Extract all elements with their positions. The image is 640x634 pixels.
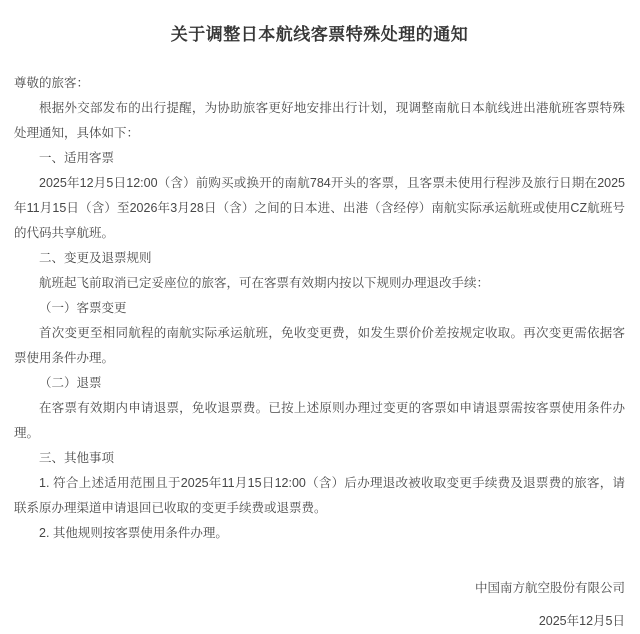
signature-date: 2025年12月5日 (538, 614, 625, 628)
signature-block (14, 576, 625, 634)
page-title: 关于调整日本航线客票特殊处理的通知 (170, 25, 469, 44)
section-paragraph: 首次变更至相同航程的南航实际承运航班，免收变更费，如发生票价价差按规定收取。再次变更需依据客票使用条件办理。 (14, 326, 625, 365)
subsection-heading-refund: （二）退票 (39, 376, 102, 390)
section-paragraph: 2025年12月5日12:00（含）前购买或换开的南航784开头的客票，且客票未使用行程涉及旅行日期在2025年11月15日（含）至2026年3月28日（含）之间的日本进、出港（含经停）南航实际承运航班或使用CZ航班号的代码共享航班。 (14, 176, 625, 240)
section-paragraph: 2. 其他规则按客票使用条件办理。 (39, 526, 228, 540)
intro-paragraph: 根据外交部发布的出行提醒，为协助旅客更好地安排出行计划，现调整南航日本航线进出港航班客票特殊处理通知，具体如下： (14, 101, 625, 140)
section-heading-other-matters: 三、其他事项 (39, 451, 115, 465)
section-paragraph: 在客票有效期内申请退票，免收退票费。已按上述原则办理过变更的客票如申请退票需按客票使用条件办理。 (14, 401, 625, 440)
section-heading-applicable-tickets: 一、适用客票 (39, 151, 115, 165)
section-heading-change-refund-rules: 二、变更及退票规则 (39, 251, 152, 265)
signature-company: 中国南方航空股份有限公司 (474, 581, 625, 595)
section-paragraph: 航班起飞前取消已定妥座位的旅客，可在客票有效期内按以下规则办理退改手续： (39, 276, 490, 290)
subsection-heading-ticket-change: （一）客票变更 (39, 301, 127, 315)
greeting-line: 尊敬的旅客： (14, 76, 90, 90)
section-paragraph: 1. 符合上述适用范围且于2025年11月15日12:00（含）后办理退改被收取变更手续费及退票费的旅客，请联系原办理渠道申请退回已收取的变更手续费或退票费。 (14, 476, 625, 515)
